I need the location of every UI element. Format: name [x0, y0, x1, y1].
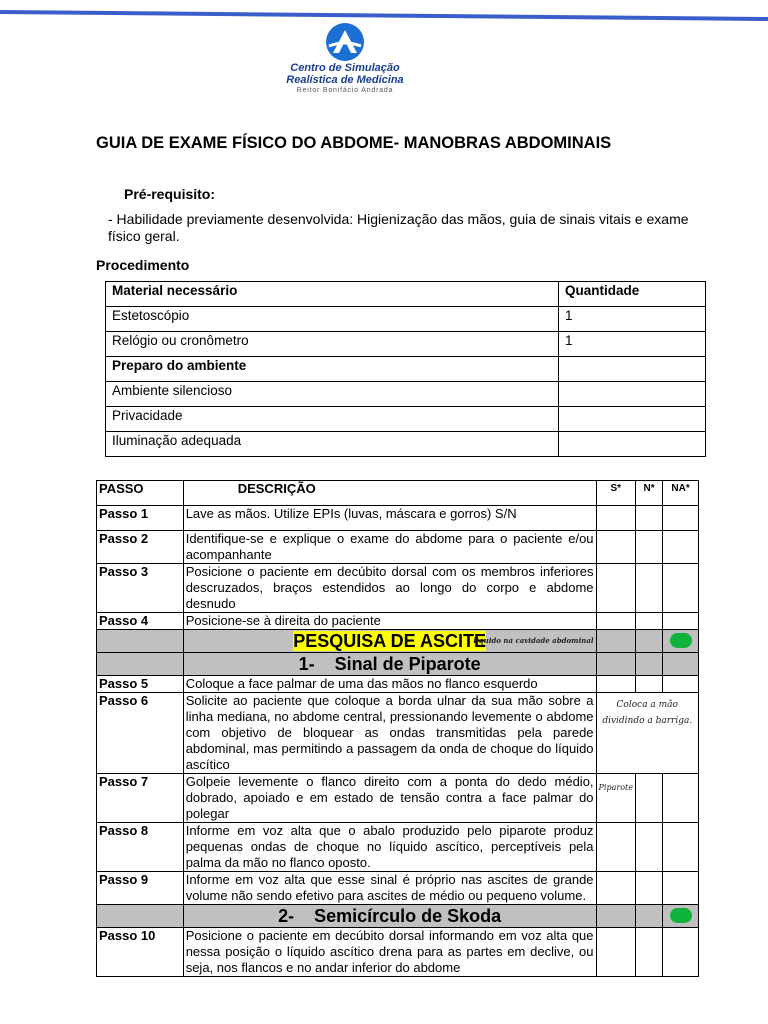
step-label: Passo 1 — [97, 506, 184, 531]
handwritten-note: dividindo a barriga. — [602, 716, 693, 726]
step-label: Passo 6 — [97, 693, 184, 774]
step-description: Posicione-se à direita do paciente — [183, 613, 596, 630]
handwritten-note: liquido na cavidade abdominal — [473, 636, 594, 645]
steps-table — [96, 480, 699, 977]
description-header: DESCRIÇÃO — [183, 481, 596, 506]
step-label: Passo 10 — [97, 928, 184, 977]
step-description: Lave as mãos. Utilize EPIs (luvas, máscara e gorros) S/N — [183, 506, 596, 531]
table-row — [97, 928, 699, 977]
step-label: Passo 5 — [97, 676, 184, 693]
s-header: S* — [596, 481, 635, 506]
n-header: N* — [635, 481, 662, 506]
logo-emblem-icon — [323, 22, 367, 62]
step-label: Passo 9 — [97, 872, 184, 905]
step-description: Golpeie levemente o flanco direito com a ponta do dedo médio, dobrado, apoiado e em estado de tensão contra a face palmar do polegar — [183, 774, 596, 823]
handwritten-note: Coloca a mão — [616, 700, 678, 710]
section-ascite-title: PESQUISA DE ASCITE — [293, 631, 486, 651]
header-band — [0, 8, 768, 22]
handwritten-note: Piparote — [598, 783, 633, 792]
table-row — [97, 531, 699, 564]
environment-item: Privacidade — [106, 407, 559, 432]
materials-table — [105, 281, 706, 457]
table-row — [97, 613, 699, 630]
logo — [280, 22, 410, 100]
step-label: Passo 4 — [97, 613, 184, 630]
step-label: Passo 7 — [97, 774, 184, 823]
step-description: Identifique-se e explique o exame do abdome para o paciente e/ou acompanhante — [183, 531, 596, 564]
table-row — [97, 823, 699, 872]
material-header: Material necessário — [106, 282, 559, 307]
step-description: Coloque a face palmar de uma das mãos no flanco esquerdo — [183, 676, 596, 693]
table-row — [106, 382, 706, 407]
table-row — [97, 774, 699, 823]
handwritten-cell — [596, 693, 698, 774]
environment-item: Iluminação adequada — [106, 432, 559, 457]
material-qty: 1 — [559, 332, 706, 357]
step-label: Passo 8 — [97, 823, 184, 872]
na-header: NA* — [663, 481, 699, 506]
step-header: PASSO — [97, 481, 184, 506]
quantity-header: Quantidade — [559, 282, 706, 307]
procedure-label: Procedimento — [96, 257, 190, 273]
prerequisite-label: Pré-requisito: — [124, 186, 216, 202]
table-row — [97, 872, 699, 905]
step-label: Passo 2 — [97, 531, 184, 564]
environment-item: Ambiente silencioso — [106, 382, 559, 407]
section-title — [183, 630, 596, 653]
table-row — [106, 307, 706, 332]
material-name: Estetoscópio — [106, 307, 559, 332]
green-mark-icon — [670, 633, 692, 648]
table-row — [97, 564, 699, 613]
table-row — [97, 693, 699, 774]
green-mark-icon — [670, 908, 692, 923]
step-label: Passo 3 — [97, 564, 184, 613]
logo-line2: Realística de Medicina — [286, 74, 404, 86]
environment-header: Preparo do ambiente — [106, 357, 559, 382]
step-description: Posicione o paciente em decúbito dorsal com os membros inferiores descruzados, braços estendidos ao longo do corpo e abdome desnudo — [183, 564, 596, 613]
logo-line1: Centro de Simulação — [290, 62, 400, 74]
prerequisite-text: - Habilidade previamente desenvolvida: Higienização das mãos, guia de sinais vitais e exame físico geral. — [108, 211, 689, 244]
steps-header-row — [97, 481, 699, 506]
section-row-ascite — [97, 630, 699, 653]
step-description: Posicione o paciente em decúbito dorsal informando em voz alta que nessa posição o líquido ascítico drena para as partes em declive, ou seja, nos flancos e no andar inferior do abdome — [183, 928, 596, 977]
section-row-piparote — [97, 653, 699, 676]
material-qty: 1 — [559, 307, 706, 332]
material-name: Relógio ou cronômetro — [106, 332, 559, 357]
table-row — [106, 432, 706, 457]
page-title: GUIA DE EXAME FÍSICO DO ABDOME- MANOBRAS ABDOMINAIS — [96, 134, 612, 152]
materials-header-row — [106, 282, 706, 307]
table-row — [106, 407, 706, 432]
section-piparote-title: 1- Sinal de Piparote — [183, 653, 596, 676]
step-description: Informe em voz alta que esse sinal é próprio nas ascites de grande volume não sendo efetivo para ascites de médio ou pequeno volume. — [183, 872, 596, 905]
environment-header-row — [106, 357, 706, 382]
step-description: Solicite ao paciente que coloque a borda ulnar da sua mão sobre a linha mediana, no abdome central, pressionando levemente o abdome com objetivo de bloquear as ondas transmitidas pela parede abdominal, mas permitindo a passagem da onda de choque do líquido ascítico — [183, 693, 596, 774]
section-row-skoda — [97, 905, 699, 928]
section-skoda-title: 2- Semicírculo de Skoda — [183, 905, 596, 928]
table-row — [106, 332, 706, 357]
table-row — [97, 676, 699, 693]
logo-line3: Reitor Bonifácio Andrada — [296, 87, 394, 94]
table-row — [97, 506, 699, 531]
step-description: Informe em voz alta que o abalo produzido pelo piparote produz pequenas ondas de choque no líquido ascítico, perceptíveis pela palma da mão no flanco oposto. — [183, 823, 596, 872]
